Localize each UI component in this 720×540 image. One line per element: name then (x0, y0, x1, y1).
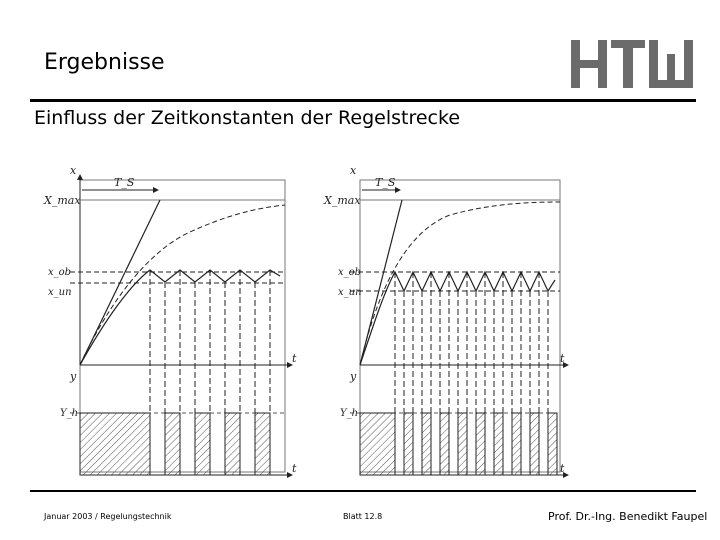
svg-text:X_max: X_max (44, 194, 81, 207)
svg-text:x_un: x_un (338, 287, 362, 298)
header-divider (30, 99, 696, 102)
svg-text:t: t (560, 462, 565, 475)
htw-logo (571, 40, 693, 88)
svg-text:x_un: x_un (48, 287, 72, 298)
svg-text:x_ob: x_ob (338, 267, 362, 278)
panel-fast (350, 180, 568, 475)
svg-text:t: t (292, 462, 297, 475)
svg-text:X_max: X_max (324, 194, 361, 207)
svg-text:x: x (70, 164, 77, 177)
footer-author: Prof. Dr.-Ing. Benedikt Faupel (548, 510, 708, 523)
svg-text:Y_h: Y_h (60, 408, 79, 419)
svg-text:x_ob: x_ob (48, 267, 72, 278)
svg-text:t: t (292, 352, 297, 365)
footer-page: Blatt 12.8 (343, 512, 383, 521)
svg-text:x: x (350, 164, 357, 177)
svg-text:Y_h: Y_h (340, 408, 359, 419)
svg-text:y: y (350, 370, 357, 383)
slide-title: Ergebnisse (44, 50, 165, 75)
footer-course: Januar 2003 / Regelungstechnik (44, 512, 172, 521)
slide-subtitle: Einfluss der Zeitkonstanten der Regelstrecke (34, 107, 461, 129)
svg-text:t: t (560, 352, 565, 365)
panel-slow (70, 175, 292, 475)
footer-divider (30, 490, 696, 492)
svg-text:y: y (70, 370, 77, 383)
svg-text:T_S: T_S (375, 176, 396, 189)
control-response-diagram (30, 160, 570, 490)
svg-text:T_S: T_S (114, 176, 135, 189)
